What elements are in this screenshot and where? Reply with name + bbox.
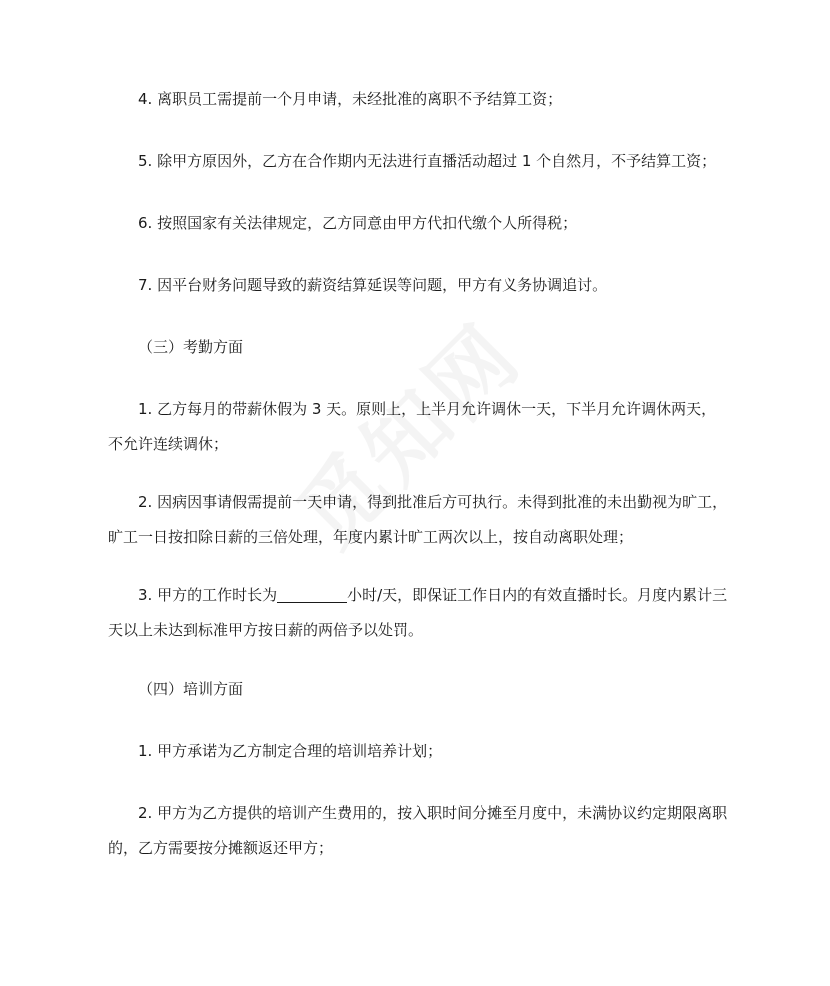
section-training-heading: （四）培训方面 — [138, 680, 244, 698]
training-clause-1: 1. 甲方承诺为乙方制定合理的培训培养计划； — [138, 742, 443, 760]
clause-6-tax: 6. 按照国家有关法律规定，乙方同意由甲方代扣代缴个人所得税； — [138, 214, 578, 232]
clause-7-platform: 7. 因平台财务问题导致的薪资结算延误等问题，甲方有义务协调追讨。 — [138, 276, 608, 294]
clause-3-suffix: 小时/天，即保证工作日内的有效直播时长。月度内累计三天以上未达到标准甲方按日薪的两倍予以处罚。 — [108, 586, 728, 639]
clause-5-live-absence: 5. 除甲方原因外，乙方在合作期内无法进行直播活动超过 1 个自然月，不予结算工资； — [138, 152, 717, 170]
clause-4-resignation: 4. 离职员工需提前一个月申请，未经批准的离职不予结算工资； — [138, 90, 563, 108]
work-hours-blank — [277, 586, 347, 603]
training-clause-2: 2. 甲方为乙方提供的培训产生费用的，按入职时间分摊至月度中，未满协议约定期限离职的，乙方需要按分摊额返还甲方； — [108, 804, 728, 857]
attendance-clause-1: 1. 乙方每月的带薪休假为 3 天。原则上，上半月允许调休一天，下半月允许调休两天，不允许连续调休； — [108, 400, 717, 453]
attendance-clause-2: 2. 因病因事请假需提前一天申请，得到批准后方可执行。未得到批准的未出勤视为旷工，旷工一日按扣除日薪的三倍处理，年度内累计旷工两次以上，按自动离职处理； — [108, 493, 728, 546]
attendance-clause-3 — [108, 578, 728, 648]
clause-3-prefix: 3. 甲方的工作时长为 — [138, 586, 278, 604]
section-attendance-heading: （三）考勤方面 — [138, 338, 244, 356]
